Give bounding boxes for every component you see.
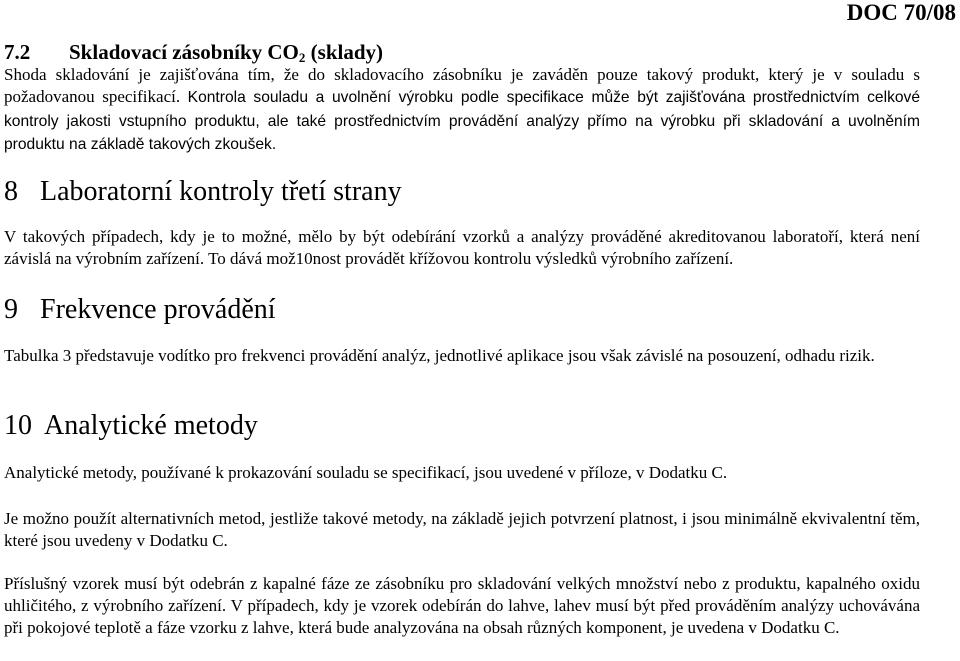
subscript-2: 2 xyxy=(298,50,306,65)
section-10-paragraph-3: Příslušný vzorek musí být odebrán z kapalné fáze ze zásobníku pro skladování velkých množství nebo z produktu, kapalného oxidu uhličitého, z výrobního zařízení. V případech, kdy je vzorek odebírán do lahve, lahev musí být před prováděním analýzy uchovávána při pokojové teplotě a fáze vzorku z lahve, která bude analyzována na obsah různých komponent, je uvedena v Dodatku C. xyxy=(4,574,920,637)
document-id: DOC 70/08 xyxy=(846,0,956,25)
section-title: Analytické metody xyxy=(44,410,258,441)
section-number: 8 xyxy=(4,176,18,207)
section-number: 9 xyxy=(4,294,18,325)
section-10-paragraph-2: Je možno použít alternativních metod, jestliže takové metody, na základě jejich potvrzení platnost, i jsou minimálně ekvivalentní těm, které jsou uvedeny v Dodatku C. xyxy=(4,509,920,550)
section-9-paragraph: Tabulka 3 představuje vodítko pro frekvenci provádění analýz, jednotlivé aplikace jsou však závislé na posouzení, odhadu rizik. xyxy=(4,346,875,365)
section-title: Frekvence provádění xyxy=(40,294,276,325)
section-8-paragraph: V takových případech, kdy je to možné, mělo by být odebírání vzorků a analýzy prováděné akreditovanou laboratoří, která není závislá na výrobním zařízení. To dává mož10nost provádět křížovou kontrolu výsledků výrobního zařízení. xyxy=(4,227,920,268)
section-10-heading xyxy=(4,410,258,442)
section-8-heading xyxy=(4,176,402,208)
section-number: 7.2 xyxy=(4,40,31,64)
section-title: Skladovací zásobníky CO xyxy=(69,40,299,64)
paragraph-sans-part: Kontrola souladu a uvolnění výrobku podle specifikace může být zajišťována prostřednictvím celkové kontroly jakosti vstupního produktu, ale také prostřednictvím provádění analýzy přímo na výrobku při skladování a uvolněním produktu na základě takových zkoušek. xyxy=(4,89,921,153)
section-number: 10 xyxy=(4,410,32,441)
section-title-suffix: (sklady) xyxy=(305,40,384,64)
section-title: Laboratorní kontroly třetí strany xyxy=(40,176,402,207)
section-7-2-paragraph xyxy=(4,64,920,157)
paragraph-serif-part: Shoda skladování je zajišťována tím, že do skladovacího zásobníku je zaváděn pouze takový produkt, který je v souladu s požadovanou specifikací. xyxy=(4,65,920,106)
section-9-heading xyxy=(4,294,276,326)
section-10-paragraph-1: Analytické metody, používané k prokazování souladu se specifikací, jsou uvedené v příloze, v Dodatku C. xyxy=(4,463,728,482)
